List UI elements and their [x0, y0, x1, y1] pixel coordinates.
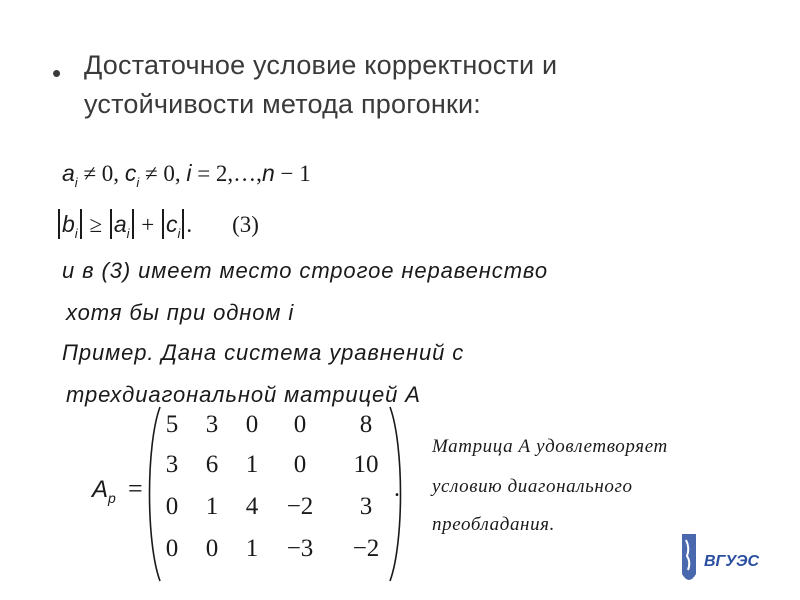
var-i: i	[186, 160, 192, 186]
matrix-period: .	[394, 476, 400, 502]
logo-text: ВГУЭС	[704, 553, 760, 570]
heading-line-1: Достаточное условие корректности и	[84, 50, 558, 80]
bullet-point: •	[52, 58, 62, 88]
plus-sign: +	[135, 212, 160, 237]
matrix-cell: 1	[245, 535, 259, 562]
matrix-cell: 1	[205, 493, 219, 520]
abs-bar	[80, 209, 82, 239]
matrix-sub: p	[108, 490, 116, 506]
var-a: a	[113, 211, 127, 237]
formula-conditions	[62, 160, 311, 190]
note-line-1: Матрица А удовлетворяет	[432, 436, 668, 457]
text-line-1: и в (3) имеет место строгое неравенство	[62, 258, 548, 283]
geq-sign: ≥	[83, 212, 108, 237]
matrix-cell: −2	[352, 535, 380, 562]
var-c: c	[124, 160, 137, 186]
matrix-cell: 4	[245, 493, 259, 520]
abs-bar	[132, 209, 134, 239]
neq-zero: ≠ 0,	[139, 161, 187, 186]
matrix-cell: 1	[245, 451, 259, 478]
var-a: a	[62, 160, 75, 186]
matrix-name: A	[92, 476, 109, 503]
matrix-cell: 0	[205, 535, 219, 562]
equals-sign: =	[128, 474, 143, 503]
sub-i: i	[74, 226, 78, 241]
abs-bar	[162, 209, 164, 239]
matrix-cell: 6	[205, 451, 219, 478]
matrix-cell: 0	[165, 493, 179, 520]
var-n: n	[261, 160, 275, 186]
equation-number: (3)	[232, 212, 259, 237]
matrix-cell: 0	[293, 411, 307, 438]
sub-i: i	[136, 175, 140, 190]
matrix-cell: 3	[165, 451, 179, 478]
sub-i: i	[126, 226, 130, 241]
abs-bar	[182, 209, 184, 239]
note-line-3: преобладания.	[432, 514, 555, 535]
formula-inequality	[56, 209, 259, 241]
logo-emblem-icon	[678, 530, 778, 590]
matrix-label	[92, 476, 116, 506]
matrix-cell: −3	[286, 535, 314, 562]
university-logo	[678, 530, 778, 590]
text-line-3: Пример. Дана система уравнений с	[62, 340, 465, 365]
neq-zero: ≠ 0,	[77, 161, 125, 186]
text-line-2: хотя бы при одном i	[66, 300, 295, 325]
minus-one: − 1	[274, 161, 311, 186]
var-c: c	[165, 211, 178, 237]
matrix-cell: 10	[353, 451, 379, 478]
text-line-4: трехдиагональной матрицей А	[66, 382, 421, 407]
matrix-cell: 0	[165, 535, 179, 562]
index-range: = 2,…,	[191, 161, 262, 186]
matrix-cell: 0	[245, 411, 259, 438]
note-line-2: условию диагонального	[432, 476, 633, 497]
sub-i: i	[177, 226, 181, 241]
matrix	[148, 405, 402, 583]
matrix-cell: 3	[359, 493, 373, 520]
matrix-cell: 8	[359, 411, 373, 438]
matrix-cell: 3	[205, 411, 219, 438]
abs-bar	[110, 209, 112, 239]
heading-line-2: устойчивости метода прогонки:	[84, 89, 481, 119]
var-b: b	[62, 211, 75, 237]
sub-i: i	[74, 175, 78, 190]
matrix-cell: −2	[286, 493, 314, 520]
period: .	[186, 212, 193, 237]
matrix-cell: 0	[293, 451, 307, 478]
abs-bar	[58, 209, 60, 239]
matrix-cell: 5	[165, 411, 179, 438]
